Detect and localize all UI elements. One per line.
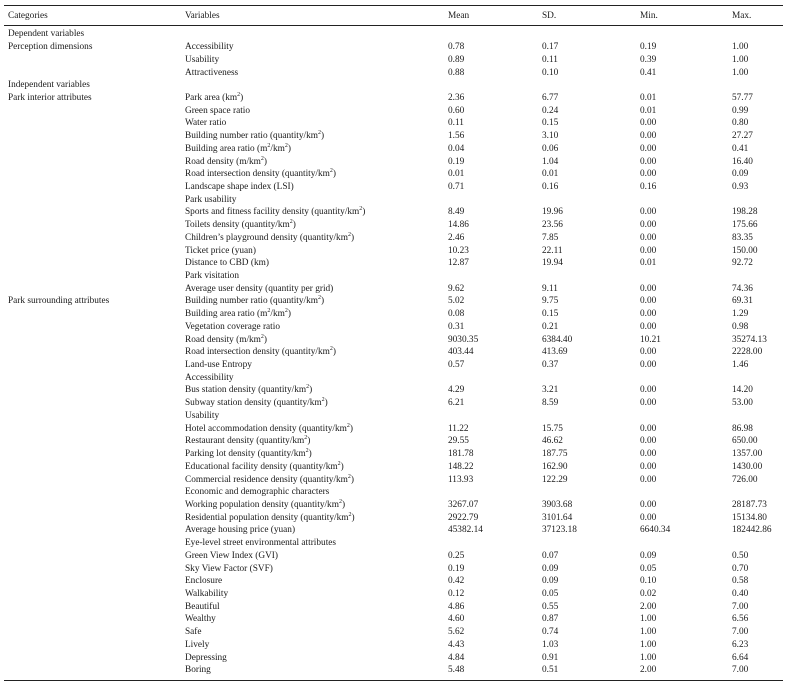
mean-cell: 0.57 [448,360,465,371]
min-cell: 0.02 [640,588,657,599]
mean-cell: 4.29 [448,385,465,396]
table-row [4,321,783,334]
sd-cell: 46.62 [542,436,563,447]
table-row [4,359,783,372]
mean-cell: 0.01 [448,169,465,180]
variable-cell: Landscape shape index (LSI) [185,181,294,192]
min-cell: 0.00 [640,461,657,472]
table-row [4,168,783,181]
variable-cell: Park usability [185,194,237,205]
sd-cell: 19.94 [542,258,563,269]
min-cell: 1.00 [640,627,657,638]
table-row [4,575,783,588]
table-row [4,193,783,206]
sd-cell: 0.05 [542,588,559,599]
max-cell: 28187.73 [732,499,767,510]
mean-cell: 29.55 [448,436,469,447]
variable-cell: Safe [185,627,202,638]
sd-cell: 3.10 [542,131,559,142]
min-cell: 0.00 [640,143,657,154]
sd-cell: 0.11 [542,54,558,65]
min-cell: 2.00 [640,665,657,676]
variable-cell: Average user density (quantity per grid) [185,283,334,294]
max-cell: 57.77 [732,92,753,103]
max-cell: 7.00 [732,601,749,612]
table-row [4,549,783,562]
variable-cell: Building number ratio $(quantity/km^2)$ [185,295,325,307]
variable-cell: Road intersection density $(quantity/km^2)$ [185,168,336,180]
sd-cell: 19.96 [542,207,563,218]
max-cell: 0.99 [732,105,749,116]
variable-cell: Walkability [185,588,229,599]
table-row [4,130,783,143]
mean-cell: 0.31 [448,321,465,332]
max-cell: 0.80 [732,118,749,129]
sd-cell: 0.06 [542,143,559,154]
table-row [4,28,783,41]
variable-cell: Toilets density $(quantity/km^2)$ [185,219,296,231]
variable-cell: Distance to CBD (km) [185,258,269,269]
sd-cell: 162.90 [542,461,568,472]
variable-cell: Boring [185,665,211,676]
sd-cell: 37123.18 [542,525,577,536]
sd-cell: 0.10 [542,67,559,78]
table-row [4,499,783,512]
sd-cell: 3101.64 [542,512,573,523]
sd-cell: 3.21 [542,385,559,396]
variable-cell: Vegetation coverage ratio [185,321,280,332]
mean-cell: 0.25 [448,550,465,561]
max-cell: 14.20 [732,385,753,396]
max-cell: 6.64 [732,652,749,663]
mean-cell: 4.84 [448,652,465,663]
table-row [4,142,783,155]
variable-cell: Park visitation [185,271,239,282]
min-cell: 0.00 [640,360,657,371]
sd-cell: 0.09 [542,576,559,587]
sd-cell: 0.87 [542,614,559,625]
variable-cell: Restaurant density $(quantity/km^2)$ [185,435,311,447]
max-cell: 0.41 [732,143,749,154]
variable-cell: Hotel accommodation density $(quantity/km^2)$ [185,422,353,434]
max-cell: 69.31 [732,296,753,307]
variable-cell: Economic and demographic characters [185,487,330,498]
variable-cell: Green View Index (GVI) [185,550,278,561]
min-cell: 0.00 [640,131,657,142]
min-cell: 6640.34 [640,525,671,536]
min-cell: 0.41 [640,67,657,78]
sd-cell: 0.15 [542,309,559,320]
variable-cell: Building number ratio $(quantity/km^2)$ [185,130,325,142]
mean-cell: 9.62 [448,283,465,294]
statistics-table [4,0,783,681]
min-cell: 0.00 [640,296,657,307]
table-row [4,270,783,283]
table-row [4,435,783,448]
sd-cell: 3903.68 [542,499,573,510]
max-cell: 6.23 [732,639,749,650]
max-cell: 86.98 [732,423,753,434]
min-cell: 0.00 [640,156,657,167]
mean-cell: 5.48 [448,665,465,676]
variable-cell: Children’s playground density $(quantity/km^2)$ [185,231,355,243]
variable-cell: Parking lot density $(quantity/km^2)$ [185,447,312,460]
mean-cell: 2922.79 [448,512,479,523]
max-cell: 1.00 [732,54,749,65]
mean-cell: 0.88 [448,67,465,78]
min-cell: 0.00 [640,398,657,409]
min-cell: 0.00 [640,309,657,320]
min-cell: 0.01 [640,258,657,269]
table-row [4,422,783,435]
table-row [4,562,783,575]
mean-cell: 2.36 [448,92,465,103]
variable-cell: Land-use Entropy [185,360,252,371]
mean-cell: 45382.14 [448,525,483,536]
table-row [4,257,783,270]
mean-cell: 0.89 [448,54,465,65]
min-cell: 0.01 [640,92,657,103]
mean-cell: 4.43 [448,639,465,650]
variable-cell: Usability [185,410,220,421]
table-row [4,41,783,54]
table-row [4,410,783,423]
variable-cell: Residential population density $(quantity/km^2)$ [185,511,355,523]
min-cell: 1.00 [640,614,657,625]
header-sd: SD. [542,10,557,21]
sd-cell: 9.75 [542,296,559,307]
min-cell: 2.00 [640,601,657,612]
sd-cell: 9.11 [542,283,558,294]
table-row [4,295,783,308]
min-cell: 0.05 [640,563,657,574]
table-row [4,232,783,245]
min-cell: 0.00 [640,283,657,294]
min-cell: 0.00 [640,385,657,396]
sd-cell: 187.75 [542,449,568,460]
table-row [4,384,783,397]
table-row [4,79,783,92]
sd-cell: 23.56 [542,220,563,231]
min-cell: 0.00 [640,449,657,460]
sd-cell: 15.75 [542,423,563,434]
min-cell: 0.00 [640,499,657,510]
sd-cell: 0.17 [542,42,559,53]
min-cell: 0.00 [640,436,657,447]
min-cell: 0.39 [640,54,657,65]
header-categories: Categories [8,10,48,21]
table-row [4,155,783,168]
min-cell: 0.00 [640,232,657,243]
header-min: Min. [640,10,658,21]
max-cell: 15134.80 [732,512,767,523]
variable-cell: Ticket price (yuan) [185,245,256,256]
sd-cell: 0.51 [542,665,559,676]
header-variables: Variables [185,10,220,21]
min-cell: 0.00 [640,347,657,358]
mean-cell: 11.22 [448,423,469,434]
variable-cell: Working population density $(quantity/km^2)$ [185,498,346,510]
variable-cell: Road intersection density $(quantity/km^2)$ [185,346,336,358]
variable-cell: Bus station density $(quantity/km^2)$ [185,384,313,396]
mean-cell: 0.60 [448,105,465,116]
table-row [4,651,783,664]
sd-cell: 6384.40 [542,334,573,345]
table-row [4,613,783,626]
max-cell: 175.66 [732,220,758,231]
max-cell: 16.40 [732,156,753,167]
header-max: Max. [732,10,752,21]
sd-cell: 0.37 [542,360,559,371]
mean-cell: 0.71 [448,181,465,192]
mean-cell: 5.62 [448,627,465,638]
min-cell: 0.09 [640,550,657,561]
table-row [4,66,783,79]
max-cell: 27.27 [732,131,753,142]
table-row [4,600,783,613]
variable-cell: Accessibility [185,42,234,53]
table-row [4,664,783,677]
sd-cell: 0.21 [542,321,559,332]
sd-cell: 0.91 [542,652,559,663]
mean-cell: 12.87 [448,258,469,269]
table-row [4,219,783,232]
variable-cell: Average housing price (yuan) [185,525,296,536]
sd-cell: 8.59 [542,398,559,409]
table-row [4,626,783,639]
max-cell: 7.00 [732,627,749,638]
max-cell: 92.72 [732,258,753,269]
max-cell: 1.00 [732,42,749,53]
variable-cell: Wealthy [185,614,216,625]
mean-cell: 14.86 [448,220,469,231]
sd-cell: 0.01 [542,169,559,180]
mean-cell: 1.56 [448,131,465,142]
mean-cell: 9030.35 [448,334,479,345]
max-cell: 0.58 [732,576,749,587]
mean-cell: 0.12 [448,588,465,599]
max-cell: 1.29 [732,309,749,320]
table-row [4,371,783,384]
variable-cell: Usability [185,54,220,65]
variable-cell: Sky View Factor (SVF) [185,563,273,574]
sd-cell: 0.16 [542,181,559,192]
min-cell: 0.00 [640,207,657,218]
max-cell: 0.50 [732,550,749,561]
sd-cell: 413.69 [542,347,568,358]
table-header-row [4,6,783,26]
table-row [4,511,783,524]
table-row [4,639,783,652]
variable-cell: Road density $(m/km^2)$ [185,333,268,345]
min-cell: 0.00 [640,512,657,523]
max-cell: 1430.00 [732,461,763,472]
sd-cell: 6.77 [542,92,559,103]
table-row [4,346,783,359]
mean-cell: 0.19 [448,563,465,574]
mean-cell: 4.60 [448,614,465,625]
variable-cell: Green space ratio [185,105,251,116]
sd-cell: 0.24 [542,105,559,116]
variable-cell: Road density $(m/km^2)$ [185,155,268,167]
min-cell: 0.00 [640,245,657,256]
mean-cell: 2.46 [448,232,465,243]
table-row [4,448,783,461]
variable-cell: Educational facility density $(quantity/km^2)$ [185,460,344,472]
table-row [4,473,783,486]
table-row [4,104,783,117]
category-cell: Perception dimensions [8,42,93,53]
table-row [4,537,783,550]
table-row [4,206,783,219]
table-row [4,181,783,194]
mean-cell: 6.21 [448,398,465,409]
max-cell: 6.56 [732,614,749,625]
max-cell: 53.00 [732,398,753,409]
mean-cell: 113.93 [448,474,474,485]
variable-cell: Water ratio [185,118,227,129]
table-row [4,460,783,473]
category-cell: Dependent variables [8,29,85,40]
sd-cell: 7.85 [542,232,559,243]
variable-cell: Building area ratio $(m^2/km^2)$ [185,308,291,320]
mean-cell: 0.08 [448,309,465,320]
mean-cell: 181.78 [448,449,474,460]
category-cell: Independent variables [8,80,90,91]
min-cell: 0.00 [640,220,657,231]
min-cell: 10.21 [640,334,661,345]
max-cell: 1.00 [732,67,749,78]
variable-cell: Depressing [185,652,227,663]
table-body [4,26,783,677]
mean-cell: 0.19 [448,156,465,167]
table-row [4,397,783,410]
variable-cell: Enclosure [185,576,223,587]
table-row [4,117,783,130]
table-row [4,92,783,105]
min-cell: 0.10 [640,576,657,587]
max-cell: 1357.00 [732,449,763,460]
max-cell: 0.09 [732,169,749,180]
mean-cell: 148.22 [448,461,474,472]
variable-cell: Attractiveness [185,67,239,78]
table-row [4,244,783,257]
category-cell: Park surrounding attributes [8,296,110,307]
header-mean: Mean [448,10,470,21]
mean-cell: 3267.07 [448,499,479,510]
mean-cell: 0.78 [448,42,465,53]
bottom-rule [4,680,783,681]
sd-cell: 1.03 [542,639,559,650]
max-cell: 0.70 [732,563,749,574]
max-cell: 650.00 [732,436,758,447]
min-cell: 0.01 [640,105,657,116]
mean-cell: 0.42 [448,576,465,587]
max-cell: 150.00 [732,245,758,256]
sd-cell: 1.04 [542,156,559,167]
sd-cell: 122.29 [542,474,568,485]
max-cell: 198.28 [732,207,758,218]
min-cell: 0.00 [640,118,657,129]
variable-cell: Accessibility [185,372,234,383]
min-cell: 0.16 [640,181,657,192]
table-row [4,53,783,66]
mean-cell: 8.49 [448,207,465,218]
mean-cell: 0.11 [448,118,464,129]
max-cell: 2228.00 [732,347,763,358]
min-cell: 1.00 [640,652,657,663]
max-cell: 7.00 [732,665,749,676]
variable-cell: Beautiful [185,601,220,612]
table-row [4,333,783,346]
max-cell: 74.36 [732,283,753,294]
mean-cell: 4.86 [448,601,465,612]
mean-cell: 403.44 [448,347,474,358]
variable-cell: Commercial residence density $(quantity/km^2)$ [185,473,355,485]
max-cell: 0.40 [732,588,749,599]
max-cell: 1.46 [732,360,749,371]
category-cell: Park interior attributes [8,92,92,103]
max-cell: 726.00 [732,474,758,485]
max-cell: 0.98 [732,321,749,332]
mean-cell: 0.04 [448,143,465,154]
min-cell: 1.00 [640,639,657,650]
variable-cell: Building area ratio $(m^2/km^2)$ [185,142,291,154]
table-row [4,282,783,295]
max-cell: 0.93 [732,181,749,192]
sd-cell: 0.09 [542,563,559,574]
min-cell: 0.00 [640,423,657,434]
sd-cell: 22.11 [542,245,563,256]
mean-cell: 5.02 [448,296,465,307]
variable-cell: Lively [185,639,210,650]
variable-cell: Eye-level street environmental attributes [185,538,337,549]
sd-cell: 0.74 [542,627,559,638]
table-row [4,524,783,537]
sd-cell: 0.55 [542,601,559,612]
min-cell: 0.00 [640,321,657,332]
sd-cell: 0.07 [542,550,559,561]
min-cell: 0.19 [640,42,657,53]
sd-cell: 0.15 [542,118,559,129]
min-cell: 0.00 [640,474,657,485]
min-cell: 0.00 [640,169,657,180]
table-row [4,588,783,601]
max-cell: 83.35 [732,232,753,243]
table-row [4,486,783,499]
variable-cell: Subway station density $(quantity/km^2)$ [185,397,328,409]
max-cell: 35274.13 [732,334,767,345]
mean-cell: 10.23 [448,245,469,256]
max-cell: 182442.86 [732,525,772,536]
table-row [4,308,783,321]
variable-cell: Sports and fitness facility density $(quantity/km^2)$ [185,206,366,218]
variable-cell: Park area $(km^2)$ [185,91,244,103]
